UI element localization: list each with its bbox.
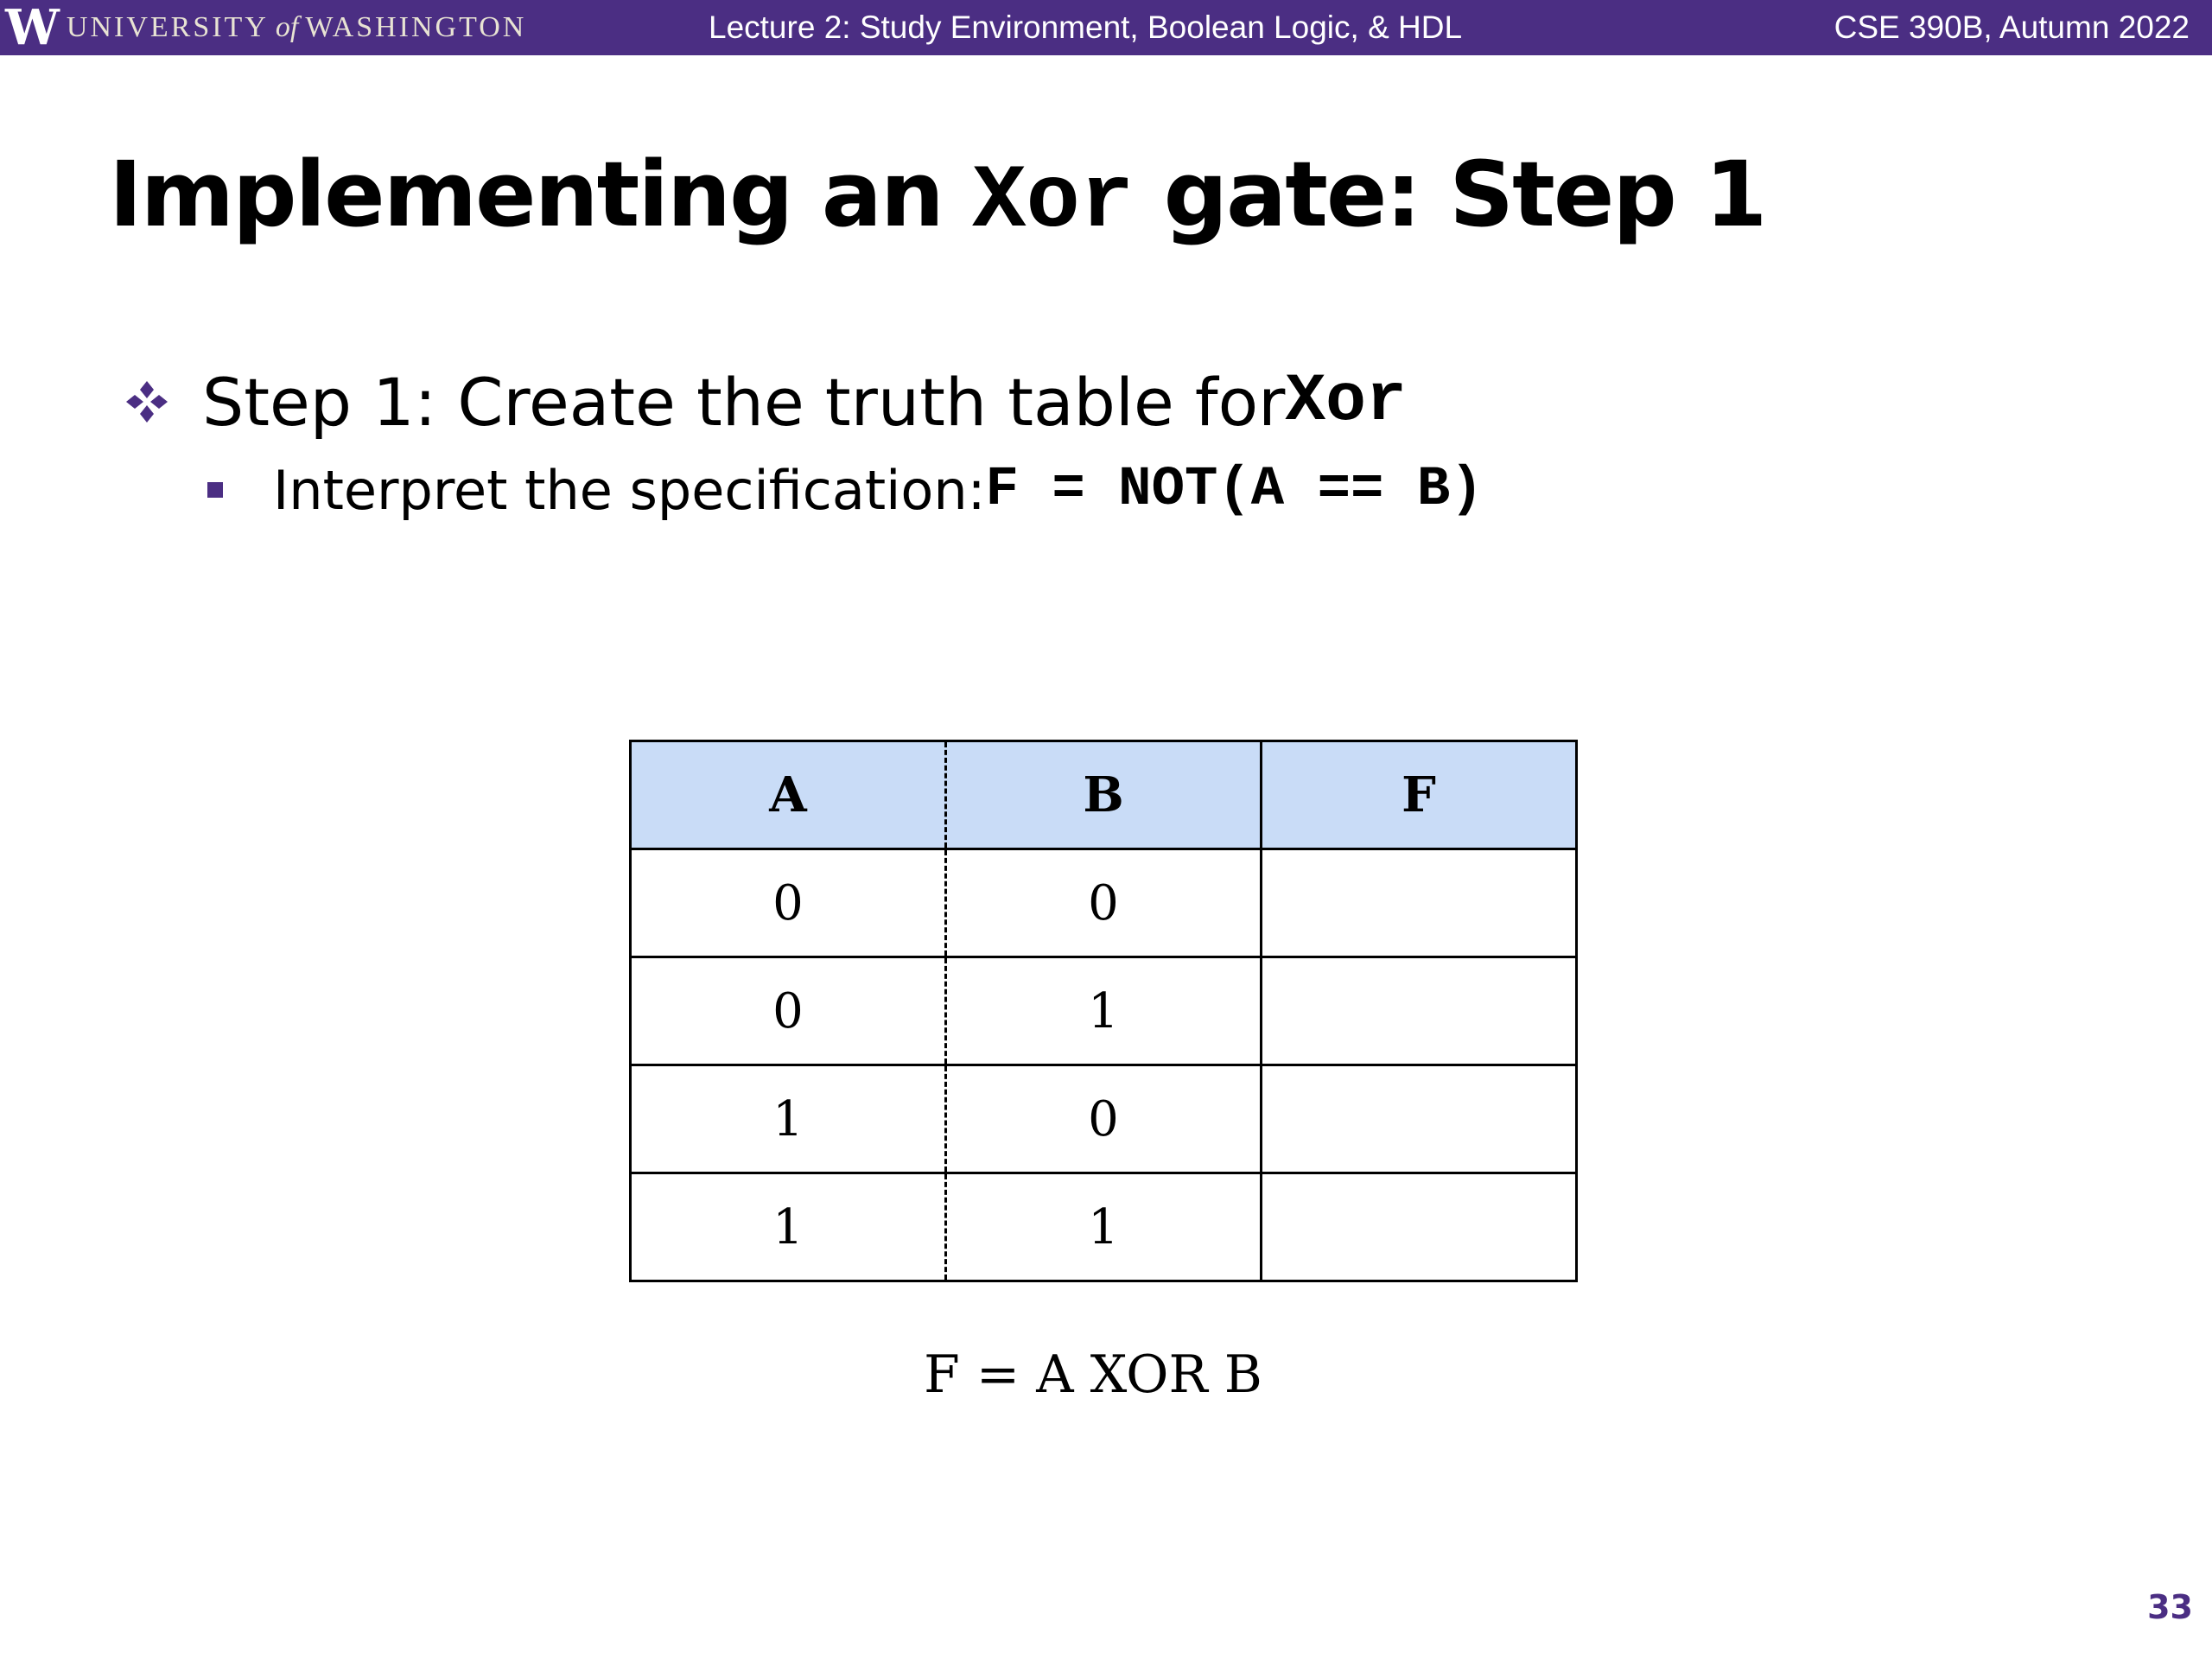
cell-a: 1 (631, 1173, 946, 1281)
cell-a: 0 (631, 957, 946, 1065)
cell-f (1262, 849, 1577, 957)
cell-b: 0 (946, 1065, 1262, 1173)
bullet-interpret-text: Interpret the specification: (273, 458, 986, 522)
uw-w-mark: W (5, 0, 58, 56)
bullet-step-1-text: Step 1: Create the truth table for (202, 363, 1286, 441)
table-header-row (631, 741, 1577, 849)
header-a: A (631, 741, 946, 849)
header-f: F (1262, 741, 1577, 849)
cell-f (1262, 957, 1577, 1065)
truth-table (629, 740, 1578, 1282)
header-bar (0, 0, 2212, 55)
cell-a: 1 (631, 1065, 946, 1173)
diamond-cluster-icon (121, 376, 173, 428)
bullet-step-1 (121, 354, 1407, 449)
course-title: CSE 390B, Autumn 2022 (1834, 10, 2190, 45)
header-b: B (946, 741, 1262, 849)
cell-b: 0 (946, 849, 1262, 957)
bullet-interpret-code: F = NOT(A == B) (985, 459, 1484, 521)
cell-b: 1 (946, 1173, 1262, 1281)
table-row (631, 1173, 1577, 1281)
table-row (631, 849, 1577, 957)
cell-f (1262, 1065, 1577, 1173)
slide-title: Implementing an Xor gate: Step 1 (109, 142, 1766, 253)
uw-logo (5, 0, 526, 55)
table-row (631, 1065, 1577, 1173)
cell-b: 1 (946, 957, 1262, 1065)
page-number: 33 (2147, 1588, 2193, 1626)
bullet-interpret (207, 451, 1484, 529)
bullet-step-1-code: Xor (1285, 364, 1407, 440)
lecture-title: Lecture 2: Study Environment, Boolean Logic, & HDL (709, 10, 1463, 45)
table-row (631, 957, 1577, 1065)
cell-f (1262, 1173, 1577, 1281)
square-bullet-icon (207, 482, 223, 498)
xor-formula: F = A XOR B (924, 1344, 1262, 1405)
uw-wordmark: UNIVERSITY of WASHINGTON (66, 11, 527, 43)
title-code: Xor (972, 151, 1135, 253)
cell-a: 0 (631, 849, 946, 957)
